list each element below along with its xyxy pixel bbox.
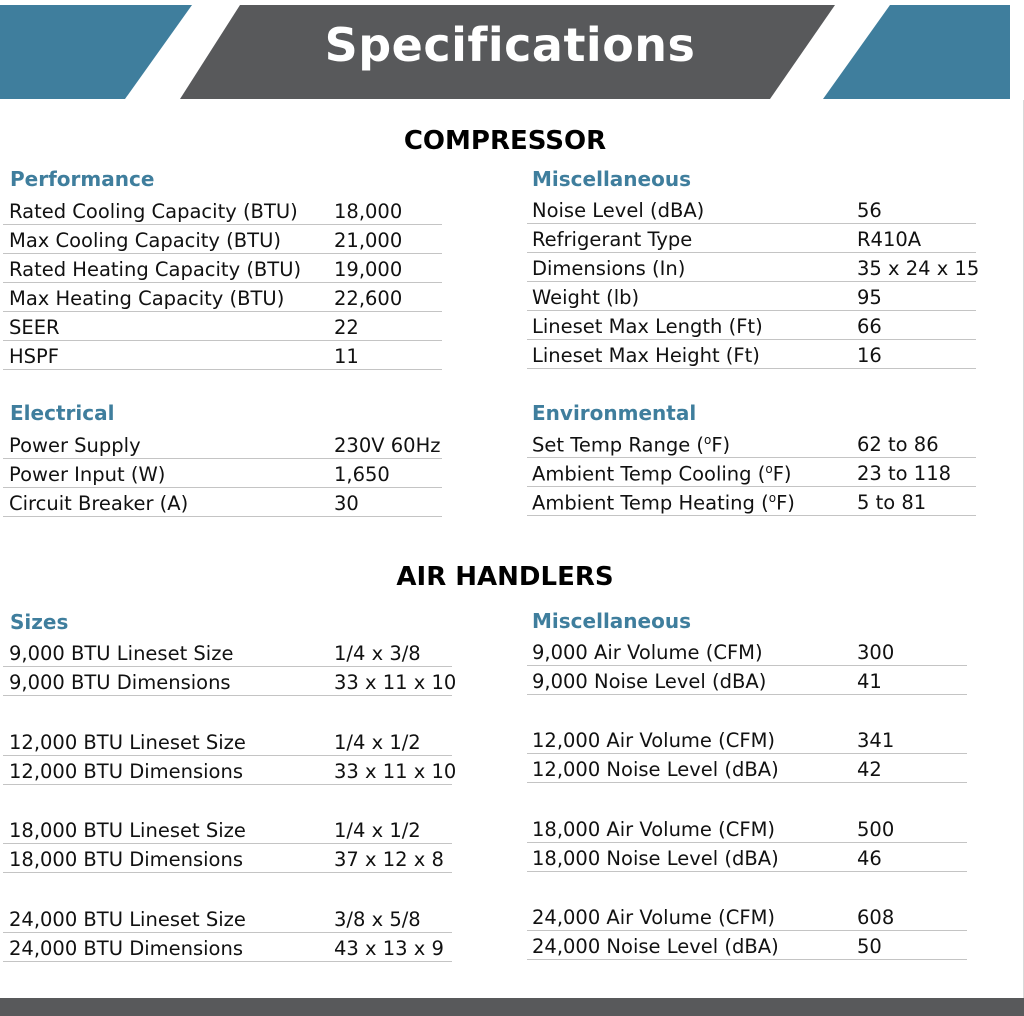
spec-row — [3, 814, 452, 844]
spec-value: 33 x 11 x 10 — [334, 760, 457, 783]
spec-label: Noise Level (dBA) — [532, 199, 705, 222]
spec-value: 56 — [857, 199, 882, 222]
spec-value: 33 x 11 x 10 — [334, 671, 457, 694]
spec-row — [527, 252, 980, 282]
spec-label: Max Cooling Capacity (BTU) — [9, 229, 281, 252]
spec-value: 50 — [857, 935, 882, 958]
spec-label: 24,000 BTU Dimensions — [9, 937, 243, 960]
spec-label: 12,000 Noise Level (dBA) — [532, 758, 779, 781]
spec-label: Lineset Max Height (Ft) — [532, 344, 760, 367]
spec-value: 18,000 — [334, 200, 403, 223]
spec-value: 341 — [857, 729, 895, 752]
spec-label: 9,000 BTU Dimensions — [9, 671, 231, 694]
spec-label: Ambient Temp Heating ($^o$F) — [532, 490, 795, 514]
spec-value: 95 — [857, 286, 882, 309]
spec-row — [3, 726, 452, 756]
spec-row — [527, 930, 967, 960]
performance-heading: Performance — [10, 167, 155, 191]
spec-label: Circuit Breaker (A) — [9, 492, 189, 515]
spec-value: 22,600 — [334, 287, 403, 310]
spec-row — [3, 903, 452, 933]
spec-value: 62 to 86 — [857, 433, 939, 456]
spec-row — [527, 842, 967, 872]
spec-row — [527, 665, 967, 695]
spec-value: 46 — [857, 847, 882, 870]
spec-row — [3, 282, 442, 312]
air-handlers-misc-heading: Miscellaneous — [532, 609, 691, 633]
spec-row — [527, 223, 976, 253]
spec-row — [3, 340, 442, 370]
spec-value: 608 — [857, 906, 895, 929]
spec-row — [3, 487, 442, 517]
spec-label: 18,000 BTU Dimensions — [9, 848, 243, 871]
header-banner — [0, 0, 1024, 100]
spec-value: R410A — [857, 228, 922, 251]
spec-label: SEER — [9, 316, 60, 339]
spec-row — [3, 311, 442, 341]
spec-label: Rated Heating Capacity (BTU) — [9, 258, 302, 281]
spec-row — [3, 843, 452, 873]
spec-row — [3, 458, 442, 488]
spec-value: 5 to 81 — [857, 491, 927, 514]
spec-value: 35 x 24 x 15 — [857, 257, 980, 280]
spec-value: 3/8 x 5/8 — [334, 908, 421, 931]
degree-symbol: o — [768, 490, 777, 505]
spec-row — [3, 932, 452, 962]
spec-label: Power Supply — [9, 434, 141, 457]
spec-value: 23 to 118 — [857, 462, 952, 485]
spec-row — [527, 310, 976, 340]
spec-label: 18,000 Air Volume (CFM) — [532, 818, 775, 841]
compressor-title: COMPRESSOR — [403, 126, 607, 156]
spec-row — [3, 429, 442, 459]
environmental-heading: Environmental — [532, 401, 697, 425]
banner-right-parallelogram — [823, 5, 1010, 99]
spec-value: 42 — [857, 758, 882, 781]
sizes-heading: Sizes — [10, 610, 69, 634]
spec-label: 12,000 BTU Lineset Size — [9, 731, 246, 754]
degree-symbol: o — [765, 461, 773, 476]
spec-row — [3, 637, 452, 667]
air-handlers-title: AIR HANDLERS — [396, 562, 614, 592]
footer-bar — [0, 998, 1024, 1016]
spec-row — [527, 339, 976, 369]
spec-row — [527, 813, 967, 843]
spec-value: 66 — [857, 315, 882, 338]
spec-value: 500 — [857, 818, 895, 841]
spec-label: HSPF — [9, 345, 60, 368]
spec-label: 18,000 BTU Lineset Size — [9, 819, 246, 842]
spec-value: 22 — [334, 316, 359, 339]
spec-row — [3, 195, 442, 225]
spec-value: 37 x 12 x 8 — [334, 848, 444, 871]
spec-label: Dimensions (In) — [532, 257, 686, 280]
spec-label: 9,000 BTU Lineset Size — [9, 642, 234, 665]
electrical-heading: Electrical — [10, 401, 115, 425]
spec-label: Lineset Max Length (Ft) — [532, 315, 763, 338]
spec-row — [527, 901, 967, 931]
spec-label: Power Input (W) — [9, 463, 166, 486]
spec-value: 1/4 x 1/2 — [334, 819, 421, 842]
spec-label: 24,000 Air Volume (CFM) — [532, 906, 775, 929]
spec-label: 12,000 Air Volume (CFM) — [532, 729, 775, 752]
spec-row — [527, 457, 976, 487]
spec-row — [527, 724, 967, 754]
spec-label: 18,000 Noise Level (dBA) — [532, 847, 779, 870]
spec-row — [527, 428, 976, 458]
spec-value: 230V 60Hz — [334, 434, 441, 457]
spec-label: 24,000 BTU Lineset Size — [9, 908, 246, 931]
spec-row — [3, 755, 457, 785]
spec-value: 21,000 — [334, 229, 403, 252]
compressor-misc-heading: Miscellaneous — [532, 167, 691, 191]
spec-value: 1/4 x 1/2 — [334, 731, 421, 754]
spec-value: 300 — [857, 641, 895, 664]
spec-label: Set Temp Range ($^o$F) — [532, 432, 731, 456]
spec-value: 30 — [334, 492, 359, 515]
page-title: Specifications — [324, 18, 696, 72]
spec-label: 24,000 Noise Level (dBA) — [532, 935, 779, 958]
spec-label: Max Heating Capacity (BTU) — [9, 287, 285, 310]
spec-row — [527, 194, 976, 224]
spec-value: 1,650 — [334, 463, 390, 486]
spec-value: 19,000 — [334, 258, 403, 281]
spec-label: Refrigerant Type — [532, 228, 693, 251]
spec-row — [3, 666, 457, 696]
spec-label: Rated Cooling Capacity (BTU) — [9, 200, 298, 223]
spec-value: 41 — [857, 670, 882, 693]
spec-label: 9,000 Air Volume (CFM) — [532, 641, 763, 664]
spec-label: Weight (lb) — [532, 286, 640, 309]
spec-value: 43 x 13 x 9 — [334, 937, 444, 960]
spec-row — [3, 253, 442, 283]
spec-label: 9,000 Noise Level (dBA) — [532, 670, 767, 693]
spec-row — [3, 224, 442, 254]
spec-row — [527, 636, 967, 666]
spec-label: Ambient Temp Cooling ($^o$F) — [532, 461, 792, 485]
spec-row — [527, 486, 976, 516]
spec-row — [527, 753, 967, 783]
spec-label: 12,000 BTU Dimensions — [9, 760, 243, 783]
spec-value: 11 — [334, 345, 359, 368]
spec-row — [527, 281, 976, 311]
spec-value: 1/4 x 3/8 — [334, 642, 421, 665]
banner-left-parallelogram — [0, 5, 192, 99]
degree-symbol: o — [704, 432, 712, 447]
spec-value: 16 — [857, 344, 882, 367]
